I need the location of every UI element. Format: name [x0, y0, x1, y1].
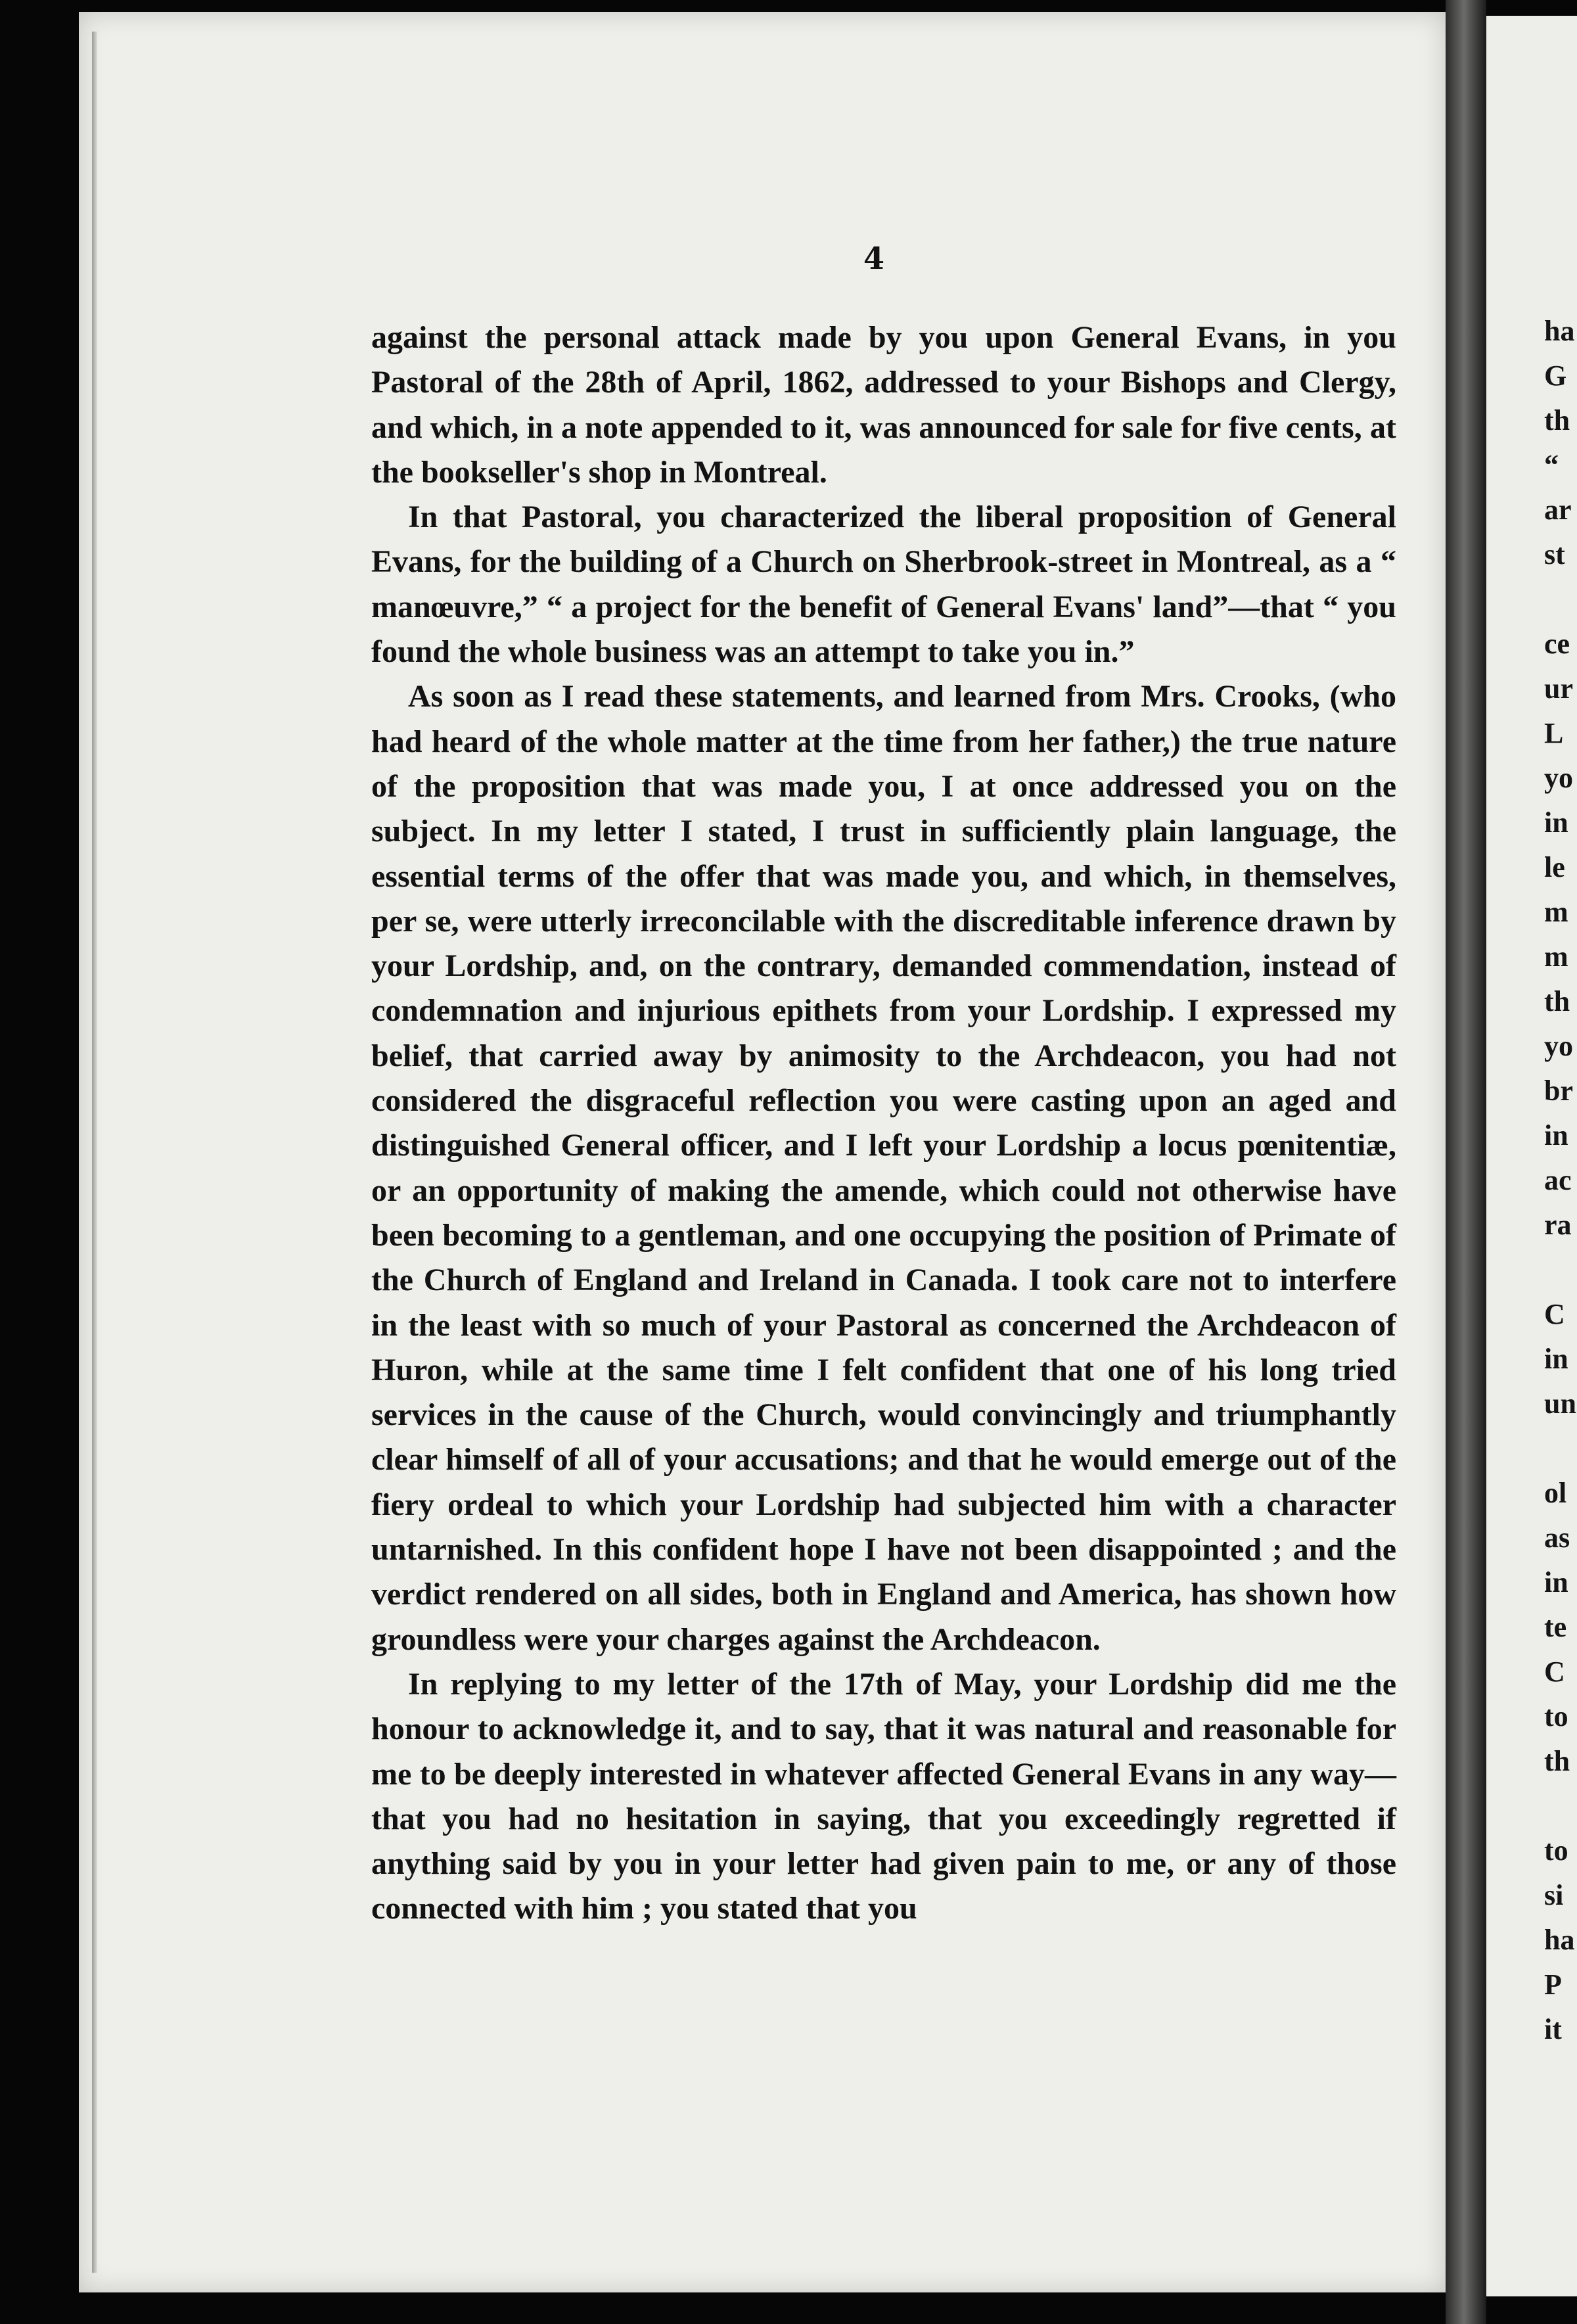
paragraph-3: As soon as I read these statements, and learned from Mrs. Crooks, (who had heard of the whole matter at the time from her father,) the true nature of the proposition that was made you, I at once addressed you on the subject. In my letter I stated, I trust in sufficiently plain language, the essential terms of the offer that was made you, and which, in themselves, per se, were utterly irreconcilable with the discreditable inference drawn by your Lordship, and, on the contrary, demanded commendation, instead of condemnation and injurious epithets from your Lordship. I expressed my belief, that carried away by animosity to the Archdeacon, you had not considered the disgraceful reflection you were casting upon an aged and distinguished General officer, and I left your Lordship a locus pœnitentiæ, or an opportunity of making the amende, which could not otherwise have been becoming to a gentleman, and one occupying the position of Primate of the Church of England and Ireland in Canada. I took care not to interfere in the least with so much of your Pastoral as concerned the Archdeacon of Huron, while at the same time I felt confident that one of his long tried services in the cause of the Church, would convincingly and triumphantly clear himself of all of your accusations; and that he would emerge out of the fiery ordeal to which your Lordship had subjected him with a character untarnished. In this confident hope I have not been disappointed ; and the verdict rendered on all sides, both in England and America, has shown how groundless were your charges against the Archdeacon.	[371, 679, 1396, 1657]
body-text	[371, 315, 1396, 1932]
paragraph-2: In that Pastoral, you characterized the liberal proposition of General Evans, for the building of a Church on Sherbrook-street in Montreal, as a “ manœuvre,” “ a project for the benefit of General Evans' land”—that “ you found the whole business was an attempt to take you in.”	[371, 500, 1396, 670]
adjacent-page-text: ha G th “ ar st ce ur L yo in le m m th yo br in ac ra C in un ol as in te C to th to si ha P it	[1544, 315, 1576, 2045]
book-gutter	[1446, 0, 1486, 2324]
paragraph-4: In replying to my letter of the 17th of May, your Lordship did me the honour to acknowledge it, and to say, that it was natural and reasonable for me to be deeply interested in whatever affected General Evans in any way—that you had no hesitation in saying, that you exceedingly regretted if anything said by you in your letter had given pain to me, or any of those connected with him ; you stated that you	[371, 1666, 1396, 1926]
page-number: 4	[863, 241, 884, 276]
paragraph-1: against the personal attack made by you upon General Evans, in you Pastoral of the 28th of April, 1862, addressed to your Bishops and Clergy, and which, in a note appended to it, was announced for sale for five cents, at the bookseller's shop in Montreal.	[371, 320, 1396, 490]
